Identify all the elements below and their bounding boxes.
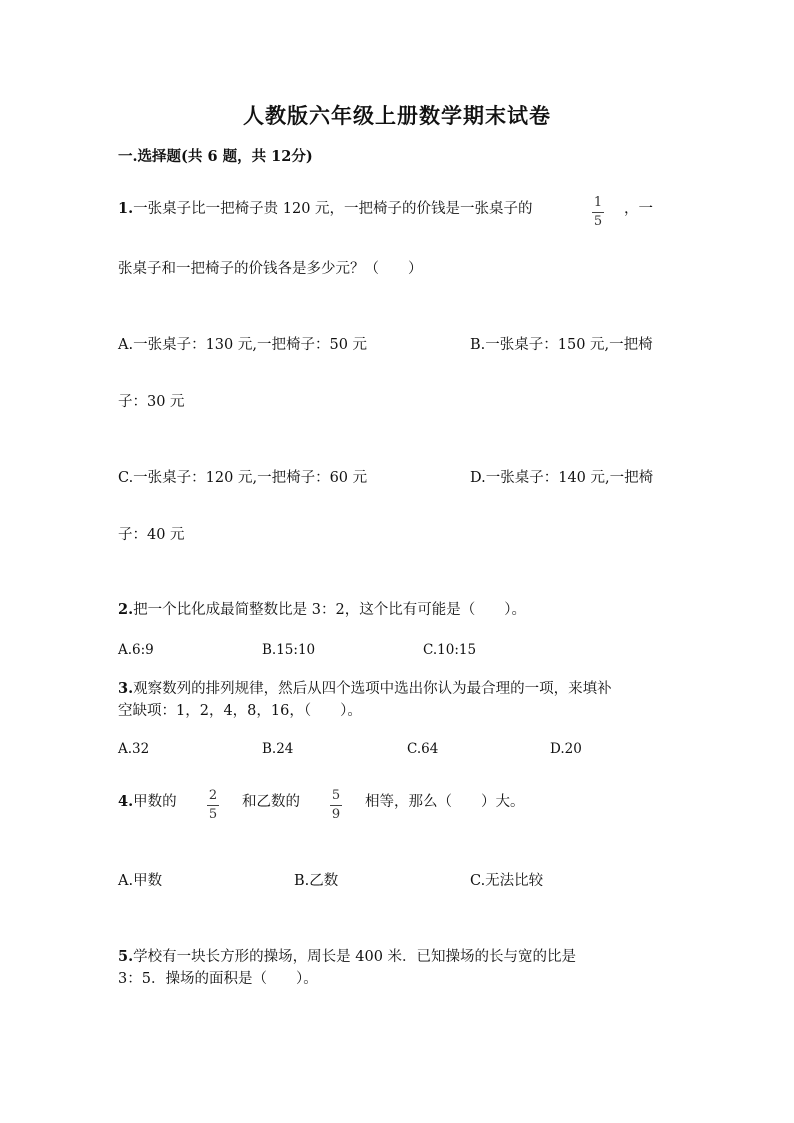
option-b[interactable]: B.15:10 [262,642,316,658]
question-1-line1 [118,202,533,217]
option-b[interactable]: B.一张桌子：150 元,一把椅 [470,337,653,353]
question-2-line1 [118,603,526,618]
option-c[interactable]: C.64 [407,741,439,757]
question-5-line1 [118,950,576,965]
option-a[interactable]: A.一张桌子：130 元,一把椅子：50 元 [118,337,368,353]
question-text: 一张桌子比一把椅子贵 120 元，一把椅子的价钱是一张桌子的 [133,201,533,217]
question-text-after-fraction: ，一 [624,201,653,217]
fraction-5-9 [330,789,342,821]
fraction-bar [330,805,342,806]
option-b-continued[interactable]: 子：30 元 [118,394,185,410]
fraction-bar [207,805,219,806]
question-number: 3. [118,680,134,697]
page-title: 人教版六年级上册数学期末试卷 [243,103,551,128]
option-a[interactable]: A.6:9 [118,642,154,658]
fraction-bar [592,212,604,213]
question-3-line2: 空缺项：1，2，4，8，16，（ ）。 [118,703,362,719]
fraction-denominator: 9 [331,807,341,822]
fraction-numerator: 5 [331,788,341,803]
option-a[interactable]: A.32 [118,741,150,757]
option-b[interactable]: B.24 [262,741,294,757]
question-text: 观察数列的排列规律，然后从四个选项中选出你认为最合理的一项，来填补 [133,681,612,697]
question-text-middle: 和乙数的 [242,794,300,810]
fraction-numerator: 1 [593,195,603,210]
option-c[interactable]: C.无法比较 [470,873,544,889]
question-number: 2. [118,601,134,618]
question-1-line2: 张桌子和一把椅子的价钱各是多少元？（ ） [118,261,423,277]
fraction-numerator: 2 [208,788,218,803]
option-c[interactable]: C.10:15 [423,642,477,658]
fraction-denominator: 5 [208,807,218,822]
question-text: 学校有一块长方形的操场，周长是 400 米．已知操场的长与宽的比是 [133,949,577,965]
question-4-line1 [118,795,177,810]
question-text-end: 相等，那么（ ）大。 [365,794,525,810]
fraction-1-5 [592,196,604,228]
option-d[interactable]: D.20 [550,741,582,757]
option-d[interactable]: D.一张桌子：140 元,一把椅 [470,470,654,486]
section-heading: 一.选择题(共 6 题，共 12分) [118,148,313,165]
question-5-line2: 3：5．操场的面积是（ ）。 [118,971,318,987]
question-text: 把一个比化成最简整数比是 3：2，这个比有可能是（ ）。 [133,602,526,618]
option-d-continued[interactable]: 子：40 元 [118,527,185,543]
question-number: 1. [118,200,134,217]
option-c[interactable]: C.一张桌子：120 元,一把椅子：60 元 [118,470,368,486]
question-number: 4. [118,793,134,810]
option-b[interactable]: B.乙数 [294,873,339,889]
question-3-line1 [118,682,612,697]
fraction-denominator: 5 [593,214,603,229]
question-number: 5. [118,948,134,965]
option-a[interactable]: A.甲数 [118,873,163,889]
question-text: 甲数的 [133,794,177,810]
fraction-2-5 [207,789,219,821]
